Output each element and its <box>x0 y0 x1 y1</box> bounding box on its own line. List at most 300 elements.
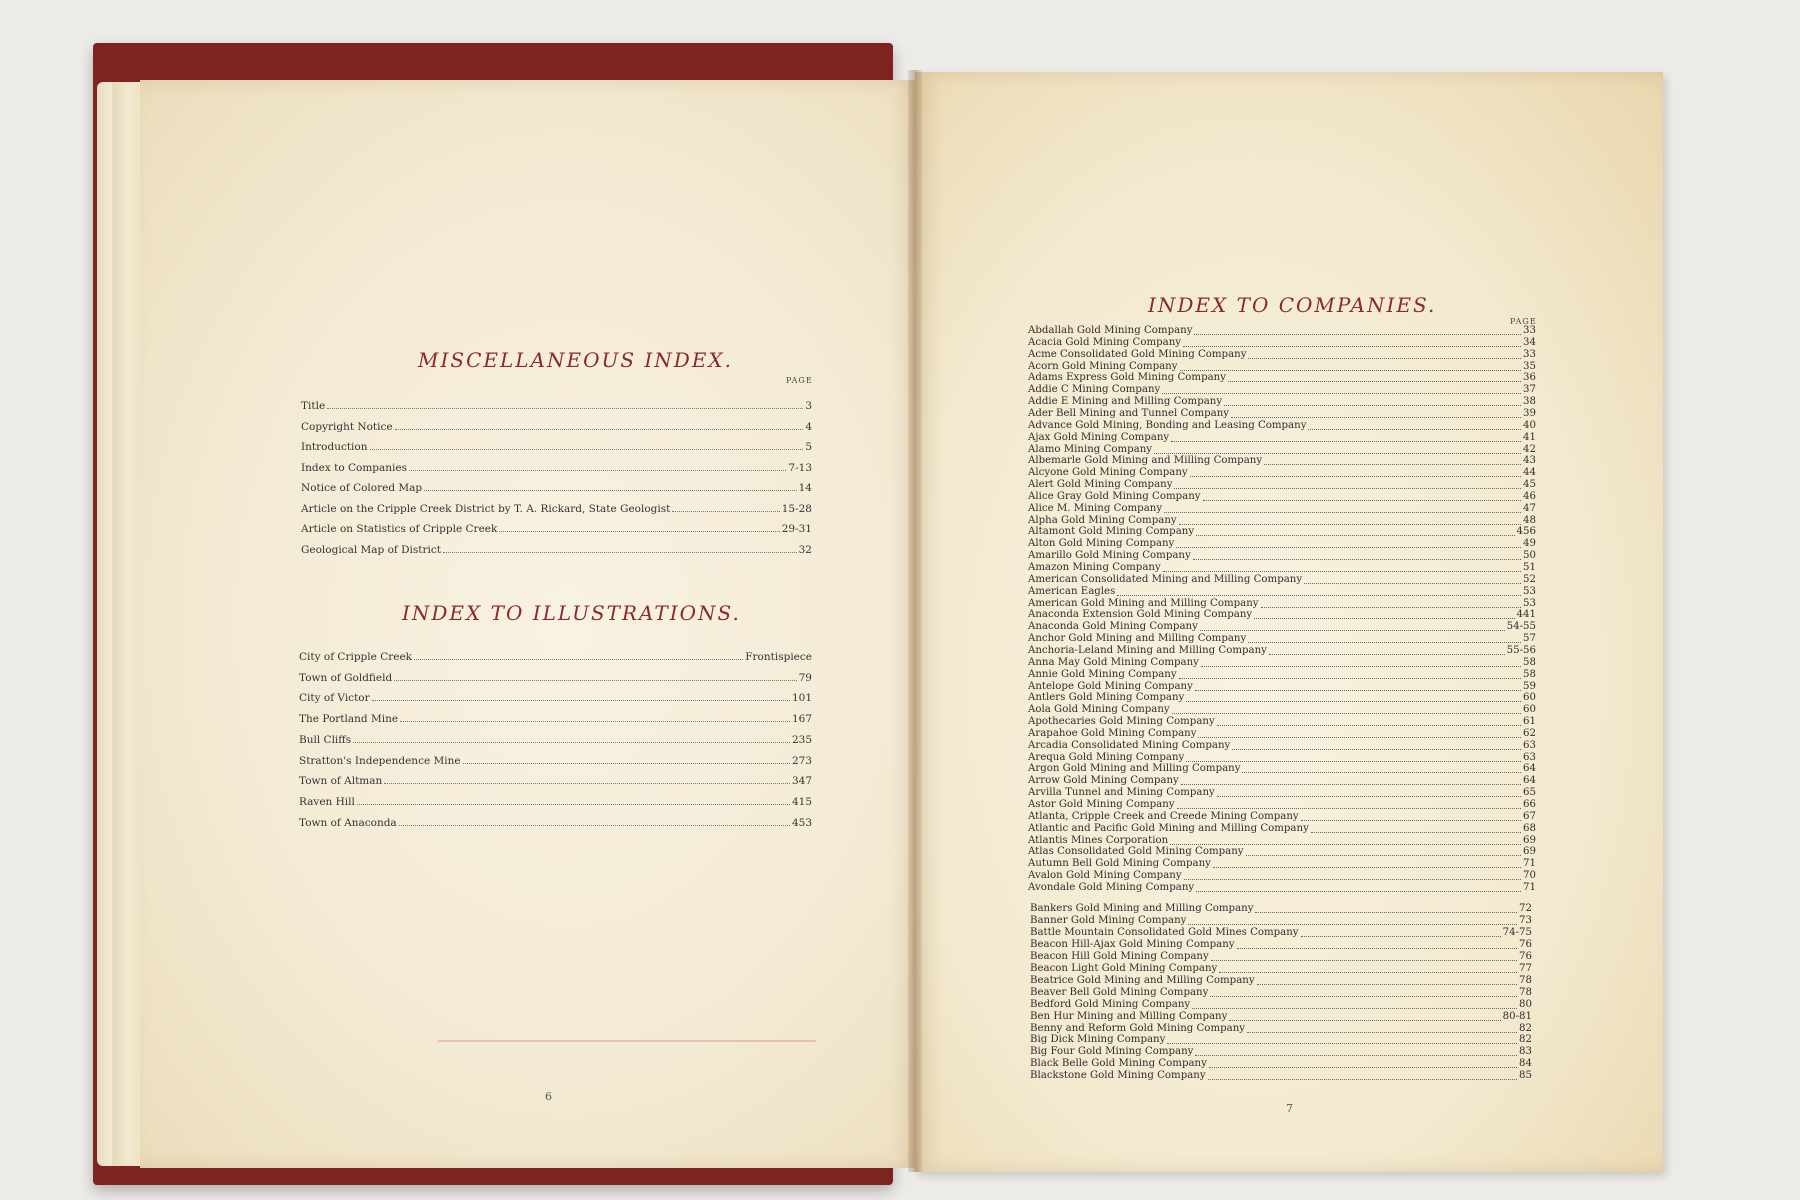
dot-leader <box>370 448 804 450</box>
company-page: 55-56 <box>1506 644 1536 656</box>
dot-leader <box>384 782 790 784</box>
misc-page: 5 <box>805 441 812 453</box>
company-entry <box>1028 538 1536 550</box>
dot-leader <box>1209 1067 1517 1068</box>
company-entry <box>1028 752 1536 764</box>
company-page: 60 <box>1523 704 1536 716</box>
dot-leader <box>1195 690 1521 691</box>
company-label: Arrow Gold Mining Company <box>1028 775 1179 787</box>
company-entry <box>1028 846 1536 858</box>
company-entry <box>1028 408 1536 420</box>
illustration-page: 167 <box>791 713 812 726</box>
company-page: 456 <box>1516 526 1536 538</box>
companies-index-title: INDEX TO COMPANIES. <box>1148 293 1437 317</box>
company-entry <box>1030 1011 1532 1023</box>
company-entry <box>1028 349 1536 361</box>
company-label: Beaver Bell Gold Mining Company <box>1030 986 1209 998</box>
illustration-label: Town of Anaconda <box>299 816 397 829</box>
company-page: 59 <box>1523 680 1536 692</box>
company-page: 49 <box>1523 538 1536 550</box>
dot-leader <box>1237 948 1518 949</box>
company-entry <box>1028 775 1536 787</box>
dot-leader <box>1194 334 1521 335</box>
dot-leader <box>1301 820 1521 821</box>
company-entry <box>1028 799 1536 811</box>
company-entry <box>1028 811 1536 823</box>
company-entry <box>1028 550 1536 562</box>
dot-leader <box>424 489 797 491</box>
company-entry <box>1028 491 1536 503</box>
dot-leader <box>1174 488 1521 489</box>
company-page: 64 <box>1523 775 1536 787</box>
company-page: 48 <box>1523 514 1536 526</box>
company-page: 42 <box>1523 443 1536 455</box>
company-page: 53 <box>1523 585 1536 597</box>
company-label: Bedford Gold Mining Company <box>1030 998 1191 1010</box>
company-label: Arapahoe Gold Mining Company <box>1028 727 1197 739</box>
company-page: 66 <box>1523 799 1536 810</box>
company-entry <box>1028 479 1536 491</box>
company-label: Altamont Gold Mining Company <box>1028 526 1195 538</box>
company-page: 76 <box>1519 938 1532 950</box>
company-page: 60 <box>1523 692 1536 704</box>
company-label: Arcadia Consolidated Mining Company <box>1028 739 1231 751</box>
dot-leader <box>1179 678 1521 679</box>
company-page: 36 <box>1523 372 1536 384</box>
dot-leader <box>1255 912 1517 913</box>
dot-leader <box>1208 1079 1517 1080</box>
dot-leader <box>1186 761 1521 762</box>
dot-leader <box>1162 393 1521 394</box>
company-label: Avalon Gold Mining Company <box>1028 870 1182 882</box>
company-page: 40 <box>1523 419 1536 431</box>
company-entry <box>1028 396 1536 408</box>
company-entry <box>1030 939 1532 951</box>
dot-leader <box>1172 713 1521 714</box>
company-entry <box>1028 681 1536 693</box>
dot-leader <box>1170 844 1521 845</box>
company-page: 82 <box>1519 1022 1532 1034</box>
company-entry <box>1030 903 1532 915</box>
dot-leader <box>1311 832 1521 833</box>
company-page: 50 <box>1523 550 1536 562</box>
company-label: Alcyone Gold Mining Company <box>1028 467 1188 479</box>
company-page: 83 <box>1519 1046 1532 1058</box>
company-label: Alpha Gold Mining Company <box>1028 514 1177 526</box>
illustration-entry <box>299 713 812 725</box>
dot-leader <box>1179 524 1521 525</box>
company-entry <box>1028 455 1536 467</box>
company-page: 57 <box>1523 633 1536 645</box>
illustration-entry <box>299 651 812 663</box>
dot-leader <box>1117 595 1521 596</box>
company-label: Astor Gold Mining Company <box>1028 799 1175 810</box>
company-label: Benny and Reform Gold Mining Company <box>1030 1022 1246 1034</box>
dot-leader <box>1176 547 1521 548</box>
company-page: 54-55 <box>1506 621 1536 633</box>
misc-page: 14 <box>798 482 812 494</box>
company-entry <box>1028 669 1536 681</box>
company-entry <box>1028 325 1536 337</box>
dot-leader <box>1193 559 1521 560</box>
company-entry <box>1030 927 1532 939</box>
illustration-page: 101 <box>791 692 812 705</box>
company-entry <box>1028 574 1536 586</box>
company-entry <box>1028 515 1536 527</box>
company-entry <box>1028 526 1536 538</box>
illustration-page: 415 <box>791 795 812 808</box>
company-label: Apothecaries Gold Mining Company <box>1028 716 1215 728</box>
dot-leader <box>499 530 779 532</box>
company-entry <box>1030 987 1532 999</box>
company-page: 64 <box>1523 763 1536 775</box>
company-entry <box>1028 835 1536 847</box>
illustration-page: 235 <box>791 733 812 746</box>
company-page: 58 <box>1523 668 1536 680</box>
illustration-page: 347 <box>791 775 812 788</box>
left-page-number: 6 <box>545 1090 552 1103</box>
dot-leader <box>372 699 790 701</box>
company-entry <box>1028 467 1536 479</box>
dot-leader <box>463 762 790 764</box>
dot-leader <box>1248 642 1521 643</box>
company-page: 34 <box>1523 336 1536 348</box>
dot-leader <box>1167 1043 1517 1044</box>
company-entry <box>1028 503 1536 515</box>
dot-leader <box>409 469 786 471</box>
company-label: American Eagles <box>1028 585 1116 597</box>
company-page: 51 <box>1523 562 1536 573</box>
company-entry <box>1028 562 1536 574</box>
misc-entry <box>301 400 812 412</box>
illustration-entry <box>299 817 812 829</box>
company-entry <box>1028 716 1536 728</box>
company-label: Aola Gold Mining Company <box>1028 704 1170 716</box>
dot-leader <box>1203 500 1521 501</box>
company-entry <box>1028 740 1536 752</box>
company-label: Addie C Mining Company <box>1028 384 1161 396</box>
dot-leader <box>1248 358 1521 359</box>
company-label: Black Belle Gold Mining Company <box>1030 1058 1207 1070</box>
dot-leader <box>1195 1055 1517 1056</box>
dot-leader <box>1196 891 1521 892</box>
company-page: 67 <box>1523 810 1536 822</box>
company-page: 41 <box>1523 431 1536 443</box>
company-page: 35 <box>1523 360 1536 372</box>
company-page: 63 <box>1523 739 1536 751</box>
company-label: Beatrice Gold Mining and Milling Company <box>1030 974 1255 986</box>
dot-leader <box>1190 476 1521 477</box>
illustration-label: Stratton's Independence Mine <box>299 754 461 767</box>
company-label: Arequa Gold Mining Company <box>1028 751 1185 763</box>
illustration-entry <box>299 755 812 767</box>
dot-leader <box>1163 571 1521 572</box>
company-page: 63 <box>1523 751 1536 763</box>
company-entry <box>1028 692 1536 704</box>
company-page: 53 <box>1523 597 1536 609</box>
pink-mark <box>438 1040 816 1042</box>
company-label: Atlas Consolidated Gold Mining Company <box>1028 846 1244 858</box>
illustration-label: City of Victor <box>299 692 370 705</box>
company-entry <box>1030 999 1532 1011</box>
misc-label: Notice of Colored Map <box>301 482 423 494</box>
company-page: 69 <box>1523 834 1536 846</box>
company-page: 78 <box>1519 974 1532 986</box>
company-entry <box>1030 1023 1532 1035</box>
company-label: Beacon Hill Gold Mining Company <box>1030 950 1209 962</box>
misc-label: Introduction <box>301 441 368 453</box>
dot-leader <box>327 407 803 409</box>
company-label: Arvilla Tunnel and Mining Company <box>1028 787 1215 799</box>
illustration-page: Frontispiece <box>745 651 812 663</box>
company-page: 77 <box>1519 962 1532 974</box>
dot-leader <box>1211 960 1517 961</box>
company-label: Adams Express Gold Mining Company <box>1028 372 1226 384</box>
dot-leader <box>1217 796 1521 797</box>
misc-page: 3 <box>805 400 812 412</box>
dot-leader <box>1200 630 1505 631</box>
illustration-entry <box>299 796 812 808</box>
illustration-entry <box>299 775 812 787</box>
dot-leader <box>443 551 797 553</box>
company-page: 38 <box>1523 396 1536 408</box>
dot-leader <box>1184 879 1521 880</box>
company-label: Anchoria-Leland Mining and Milling Company <box>1028 644 1267 656</box>
company-label: Anaconda Gold Mining Company <box>1028 621 1198 633</box>
dot-leader <box>1301 936 1501 937</box>
dot-leader <box>1231 417 1521 418</box>
company-entry <box>1028 361 1536 373</box>
dot-leader <box>1304 583 1521 584</box>
dot-leader <box>1198 737 1521 738</box>
dot-leader <box>1232 749 1521 750</box>
illustration-page: 453 <box>791 816 812 829</box>
company-entry <box>1028 432 1536 444</box>
dot-leader <box>1196 535 1514 536</box>
misc-page: 4 <box>805 420 812 433</box>
dot-leader <box>672 510 779 512</box>
company-label: Anna May Gold Mining Company <box>1028 656 1199 668</box>
company-label: Acacia Gold Mining Company <box>1028 336 1182 348</box>
company-page: 74-75 <box>1502 926 1532 938</box>
misc-page: 32 <box>798 543 812 556</box>
company-label: Alice Gray Gold Mining Company <box>1028 490 1201 502</box>
company-page: 441 <box>1516 609 1536 621</box>
company-label: Amarillo Gold Mining Company <box>1028 550 1191 562</box>
company-page: 84 <box>1519 1058 1532 1070</box>
dot-leader <box>1154 453 1521 454</box>
company-label: Ader Bell Mining and Tunnel Company <box>1028 407 1230 419</box>
company-page: 80 <box>1519 998 1532 1010</box>
company-label: Ben Hur Mining and Milling Company <box>1030 1010 1228 1022</box>
company-label: Antelope Gold Mining Company <box>1028 680 1193 692</box>
illustration-entry <box>299 734 812 746</box>
company-label: Atlanta, Cripple Creek and Creede Mining Company <box>1028 810 1299 822</box>
dot-leader <box>399 824 790 826</box>
dot-leader <box>1247 1032 1517 1033</box>
company-entry <box>1028 657 1536 669</box>
company-entry <box>1028 787 1536 799</box>
company-page: 85 <box>1519 1070 1532 1082</box>
dot-leader <box>1269 654 1505 655</box>
dot-leader <box>1264 464 1521 465</box>
company-label: Autumn Bell Gold Mining Company <box>1028 858 1211 870</box>
company-page: 37 <box>1523 384 1536 396</box>
misc-entry <box>301 462 812 474</box>
company-entry <box>1028 858 1536 870</box>
company-label: Beacon Light Gold Mining Company <box>1030 962 1218 974</box>
company-entry <box>1028 704 1536 716</box>
company-label: Alton Gold Mining Company <box>1028 538 1175 550</box>
company-entry <box>1028 372 1536 384</box>
company-page: 82 <box>1519 1034 1532 1046</box>
misc-entry <box>301 503 812 515</box>
dot-leader <box>1257 984 1517 985</box>
dot-leader <box>394 679 796 681</box>
company-entry <box>1030 951 1532 963</box>
book-gutter <box>908 70 922 1172</box>
company-entry <box>1030 1058 1532 1070</box>
company-entry <box>1028 384 1536 396</box>
companies-page-col-label: PAGE <box>1510 317 1537 326</box>
illustration-page: 273 <box>791 754 812 767</box>
misc-label: Article on the Cripple Creek District by T. A. Rickard, State Geologist <box>301 502 671 515</box>
dot-leader <box>1228 381 1521 382</box>
company-label: Argon Gold Mining and Milling Company <box>1028 763 1241 775</box>
company-entry <box>1028 763 1536 775</box>
company-page: 39 <box>1523 407 1536 419</box>
dot-leader <box>353 741 790 743</box>
illustration-entry <box>299 672 812 684</box>
company-label: Alert Gold Mining Company <box>1028 479 1173 491</box>
illustration-label: Bull Cliffs <box>299 733 352 746</box>
misc-page-col-label: PAGE <box>786 376 813 385</box>
company-page: 44 <box>1523 467 1536 479</box>
misc-label: Article on Statistics of Cripple Creek <box>301 523 498 535</box>
dot-leader <box>1217 725 1521 726</box>
company-label: Acme Consolidated Gold Mining Company <box>1028 348 1247 360</box>
misc-label: Geological Map of District <box>301 543 441 556</box>
misc-label: Copyright Notice <box>301 420 393 433</box>
company-entry <box>1030 1046 1532 1058</box>
company-label: Amazon Mining Company <box>1028 562 1161 573</box>
company-page: 69 <box>1523 846 1536 858</box>
company-label: Annie Gold Mining Company <box>1028 668 1177 680</box>
dot-leader <box>1181 784 1521 785</box>
dot-leader <box>400 720 790 722</box>
company-page: 70 <box>1523 870 1536 882</box>
company-page: 33 <box>1523 325 1536 336</box>
dot-leader <box>1171 441 1521 442</box>
company-page: 73 <box>1519 914 1532 926</box>
misc-page: 29-31 <box>781 523 812 535</box>
illustration-page: 79 <box>798 671 812 684</box>
company-label: Blackstone Gold Mining Company <box>1030 1070 1206 1082</box>
dot-leader <box>1224 405 1521 406</box>
company-page: 47 <box>1523 502 1536 514</box>
right-page-number: 7 <box>1286 1102 1293 1115</box>
dot-leader <box>1188 924 1517 925</box>
dot-leader <box>1242 772 1521 773</box>
company-page: 76 <box>1519 950 1532 962</box>
company-entry <box>1028 420 1536 432</box>
company-label: American Consolidated Mining and Milling Company <box>1028 573 1303 585</box>
illustrations-index-title: INDEX TO ILLUSTRATIONS. <box>402 601 741 625</box>
company-label: Atlantic and Pacific Gold Mining and Milling Company <box>1028 822 1309 834</box>
company-page: 45 <box>1523 479 1536 491</box>
company-label: Atlantis Mines Corporation <box>1028 834 1169 846</box>
illustration-label: Town of Altman <box>299 775 383 788</box>
company-entry <box>1028 337 1536 349</box>
company-entry <box>1028 728 1536 740</box>
company-label: Beacon Hill-Ajax Gold Mining Company <box>1030 938 1235 950</box>
dot-leader <box>1186 701 1521 702</box>
company-label: Advance Gold Mining, Bonding and Leasing Company <box>1028 419 1307 431</box>
company-entry <box>1030 1070 1532 1082</box>
company-label: Big Four Gold Mining Company <box>1030 1046 1194 1058</box>
company-page: 62 <box>1523 727 1536 739</box>
company-page: 68 <box>1523 822 1536 834</box>
company-label: Battle Mountain Consolidated Gold Mines Company <box>1030 926 1299 938</box>
dot-leader <box>357 803 790 805</box>
company-entry <box>1028 586 1536 598</box>
dot-leader <box>1210 996 1517 997</box>
company-entry <box>1030 963 1532 975</box>
company-page: 46 <box>1523 490 1536 502</box>
company-entry <box>1028 621 1536 633</box>
company-label: Bankers Gold Mining and Milling Company <box>1030 903 1254 914</box>
company-page: 80-81 <box>1502 1010 1532 1022</box>
company-page: 71 <box>1523 858 1536 870</box>
company-page: 61 <box>1523 716 1536 728</box>
company-label: Banner Gold Mining Company <box>1030 914 1187 926</box>
company-label: Abdallah Gold Mining Company <box>1028 325 1193 336</box>
company-entry <box>1030 915 1532 927</box>
dot-leader <box>1192 1008 1517 1009</box>
company-entry <box>1028 823 1536 835</box>
company-label: Ajax Gold Mining Company <box>1028 431 1170 443</box>
illustration-label: City of Cripple Creek <box>299 651 413 663</box>
company-label: Anchor Gold Mining and Milling Company <box>1028 633 1247 645</box>
company-page: 43 <box>1523 455 1536 467</box>
company-page: 33 <box>1523 348 1536 360</box>
company-entry <box>1028 444 1536 456</box>
dot-leader <box>1180 370 1522 371</box>
company-page: 52 <box>1523 573 1536 585</box>
company-entry <box>1028 598 1536 610</box>
company-label: Big Dick Mining Company <box>1030 1034 1166 1046</box>
company-label: Acorn Gold Mining Company <box>1028 360 1178 372</box>
company-page: 72 <box>1519 903 1532 914</box>
company-label: Addie E Mining and Milling Company <box>1028 396 1223 408</box>
company-label: Alamo Mining Company <box>1028 443 1153 455</box>
company-label: Albemarle Gold Mining and Milling Company <box>1028 455 1263 467</box>
dot-leader <box>1308 429 1521 430</box>
misc-entry <box>301 523 812 535</box>
company-entry <box>1028 882 1536 894</box>
company-label: Anaconda Extension Gold Mining Company <box>1028 609 1253 621</box>
misc-index-title: MISCELLANEOUS INDEX. <box>418 348 734 372</box>
company-entry <box>1028 633 1536 645</box>
illustration-label: The Portland Mine <box>299 713 399 726</box>
illustration-label: Town of Goldfield <box>299 671 393 684</box>
dot-leader <box>1213 867 1521 868</box>
misc-entry <box>301 482 812 494</box>
company-entry <box>1028 609 1536 621</box>
company-page: 71 <box>1523 881 1536 893</box>
company-entry <box>1028 645 1536 657</box>
illustration-entry <box>299 692 812 704</box>
